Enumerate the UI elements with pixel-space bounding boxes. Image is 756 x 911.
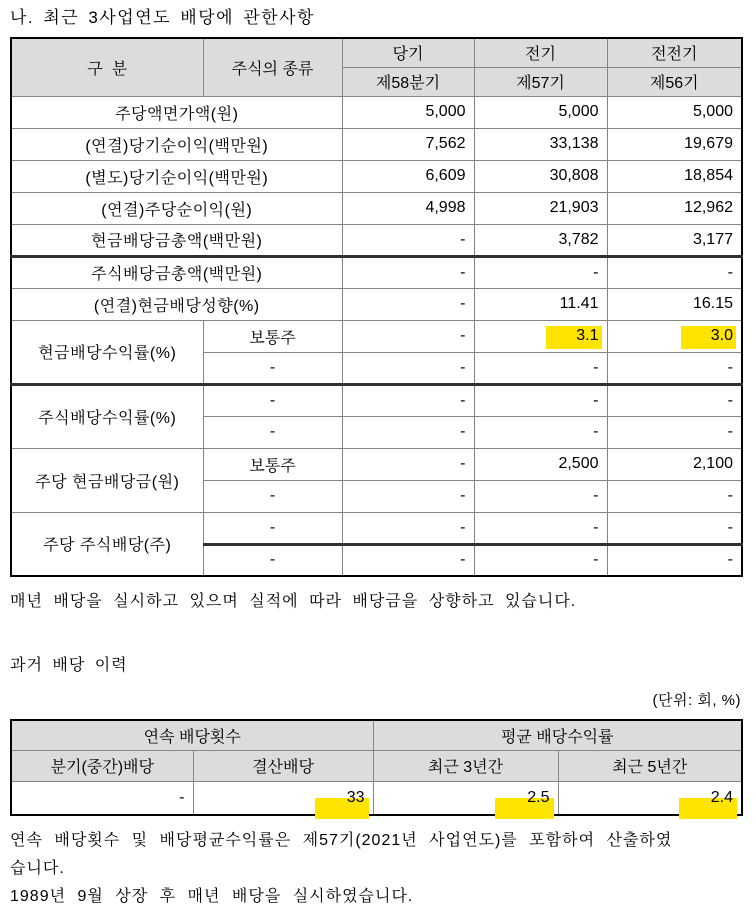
row-label: 주식배당수익률(%) xyxy=(11,384,203,448)
stock-type-cell: - xyxy=(203,416,342,448)
value-cell: - xyxy=(342,224,474,256)
table-row xyxy=(11,320,742,352)
table-row xyxy=(11,781,742,815)
table-row xyxy=(11,256,742,288)
value-cell xyxy=(193,781,373,815)
value-cell: - xyxy=(342,256,474,288)
header-term-57: 제57기 xyxy=(474,67,607,96)
value-cell: 4,998 xyxy=(342,192,474,224)
header-term-58: 제58분기 xyxy=(342,67,474,96)
value-cell: - xyxy=(607,384,742,416)
row-label: 주당 주식배당(주) xyxy=(11,512,203,576)
header-recent-5y: 최근 5년간 xyxy=(558,750,742,781)
header-average-yield: 평균 배당수익률 xyxy=(373,720,742,750)
row-label: 주식배당금총액(백만원) xyxy=(11,256,342,288)
value-cell: - xyxy=(607,416,742,448)
row-label: 현금배당금총액(백만원) xyxy=(11,224,342,256)
row-label: (별도)당기순이익(백만원) xyxy=(11,160,342,192)
table-row xyxy=(11,160,742,192)
value-cell: - xyxy=(607,544,742,576)
highlighted-value: 2.5 xyxy=(527,788,550,806)
value-cell: - xyxy=(342,416,474,448)
section-title-dividend-history: 과거 배당 이력 xyxy=(10,657,128,674)
value-cell: 2,100 xyxy=(607,448,742,480)
footer-note-calculation-line1: 연속 배당횟수 및 배당평균수익률은 제57기(2021년 사업연도)를 포함하여 산출하였 xyxy=(10,832,673,849)
header-term-56: 제56기 xyxy=(607,67,742,96)
footer-notes xyxy=(10,827,741,911)
page-title: 나. 최근 3사업연도 배당에 관한사항 xyxy=(10,8,315,27)
value-cell: 33,138 xyxy=(474,128,607,160)
value-cell: - xyxy=(342,320,474,352)
header-yearend-dividend: 결산배당 xyxy=(193,750,373,781)
value-cell: 19,679 xyxy=(607,128,742,160)
value-cell: 2,500 xyxy=(474,448,607,480)
value-cell: - xyxy=(607,512,742,544)
value-cell: 16.15 xyxy=(607,288,742,320)
value-cell: - xyxy=(474,256,607,288)
value-cell: 30,808 xyxy=(474,160,607,192)
stock-type-cell: - xyxy=(203,480,342,512)
header-period-current: 당기 xyxy=(342,38,474,67)
row-label: 주당 현금배당금(원) xyxy=(11,448,203,512)
stock-type-cell: 보통주 xyxy=(203,320,342,352)
value-cell: 11.41 xyxy=(474,288,607,320)
row-label: (연결)현금배당성향(%) xyxy=(11,288,342,320)
footer-note-listing: 1989년 9월 상장 후 매년 배당을 실시하였습니다. xyxy=(10,888,414,905)
row-label: 현금배당수익률(%) xyxy=(11,320,203,384)
table-row xyxy=(11,192,742,224)
value-cell: 7,562 xyxy=(342,128,474,160)
header-consecutive-dividends: 연속 배당횟수 xyxy=(11,720,373,750)
stock-type-cell: - xyxy=(203,352,342,384)
row-label: (연결)당기순이익(백만원) xyxy=(11,128,342,160)
value-cell: - xyxy=(607,480,742,512)
value-cell xyxy=(607,320,742,352)
header-period-prior2: 전전기 xyxy=(607,38,742,67)
note-after-table: 매년 배당을 실시하고 있으며 실적에 따라 배당금을 상향하고 있습니다. xyxy=(10,593,577,610)
value-cell: 21,903 xyxy=(474,192,607,224)
header-period-prior: 전기 xyxy=(474,38,607,67)
row-label: 주당액면가액(원) xyxy=(11,96,342,128)
stock-type-cell: - xyxy=(203,544,342,576)
value-cell: - xyxy=(342,352,474,384)
dividend-history-table xyxy=(10,719,743,816)
value-cell: - xyxy=(474,416,607,448)
value-cell: 5,000 xyxy=(474,96,607,128)
value-cell: - xyxy=(474,480,607,512)
row-label: (연결)주당순이익(원) xyxy=(11,192,342,224)
highlighted-value: 3.0 xyxy=(710,327,733,344)
value-cell: - xyxy=(474,512,607,544)
value-cell: - xyxy=(342,544,474,576)
value-cell: 5,000 xyxy=(607,96,742,128)
header-interim-dividend: 분기(중간)배당 xyxy=(11,750,193,781)
value-cell xyxy=(373,781,558,815)
value-cell: - xyxy=(342,288,474,320)
table-row xyxy=(11,96,742,128)
footer-note-calculation-line2: 습니다. xyxy=(10,860,65,877)
value-cell: - xyxy=(607,256,742,288)
value-cell: - xyxy=(607,352,742,384)
table-row xyxy=(11,224,742,256)
table-row xyxy=(11,512,742,544)
value-cell: - xyxy=(11,781,193,815)
value-cell xyxy=(474,320,607,352)
value-cell: 6,609 xyxy=(342,160,474,192)
highlighted-value: 33 xyxy=(346,788,365,806)
value-cell: - xyxy=(342,480,474,512)
value-cell: 12,962 xyxy=(607,192,742,224)
highlighted-value: 3.1 xyxy=(576,327,599,344)
value-cell: - xyxy=(342,384,474,416)
table-row xyxy=(11,384,742,416)
value-cell: 3,177 xyxy=(607,224,742,256)
value-cell: - xyxy=(342,448,474,480)
stock-type-cell: - xyxy=(203,512,342,544)
unit-note: (단위: 회, %) xyxy=(652,692,741,709)
highlighted-value: 2.4 xyxy=(710,788,734,806)
value-cell: - xyxy=(342,512,474,544)
header-category: 구 분 xyxy=(11,38,203,96)
value-cell: 18,854 xyxy=(607,160,742,192)
value-cell: - xyxy=(474,384,607,416)
stock-type-cell: - xyxy=(203,384,342,416)
table-row xyxy=(11,448,742,480)
value-cell: - xyxy=(474,352,607,384)
header-stock-type: 주식의 종류 xyxy=(203,38,342,96)
value-cell xyxy=(558,781,742,815)
value-cell: 3,782 xyxy=(474,224,607,256)
value-cell: 5,000 xyxy=(342,96,474,128)
table-row xyxy=(11,288,742,320)
table-row xyxy=(11,128,742,160)
stock-type-cell: 보통주 xyxy=(203,448,342,480)
dividend-summary-table xyxy=(10,37,743,577)
value-cell: - xyxy=(474,544,607,576)
header-recent-3y: 최근 3년간 xyxy=(373,750,558,781)
